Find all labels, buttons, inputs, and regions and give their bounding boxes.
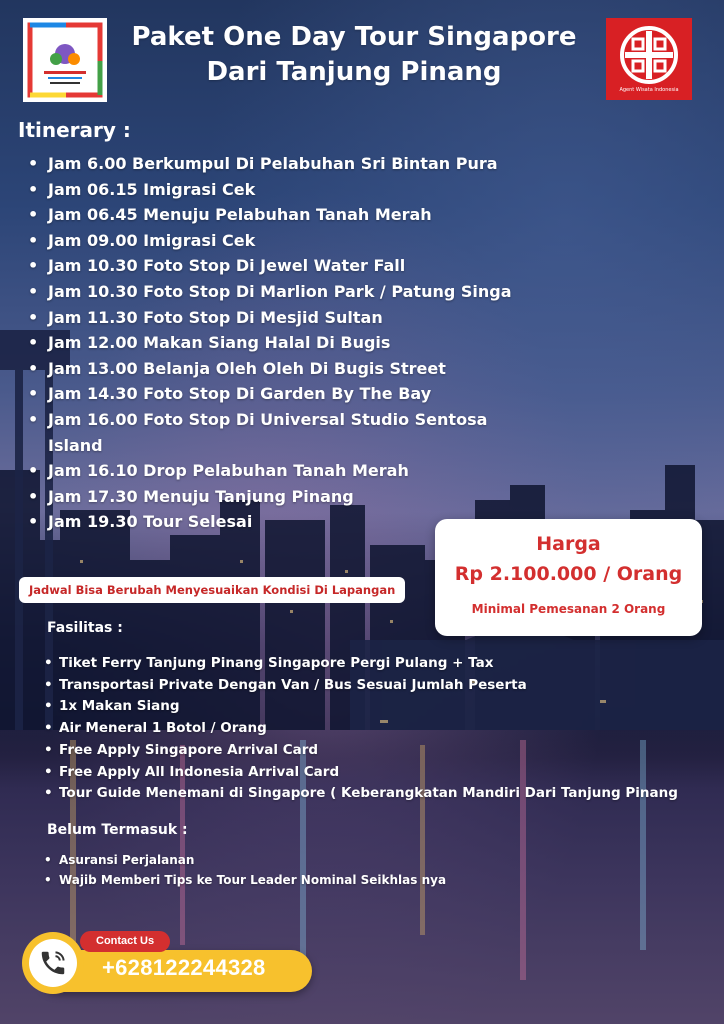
facility-item: • Air Meneral 1 Botol / Orang xyxy=(42,718,678,740)
title-line-1: Paket One Day Tour Singapore xyxy=(131,22,577,52)
travel-agency-logo xyxy=(23,18,107,102)
phone-icon[interactable] xyxy=(22,932,84,994)
title-line-2: Dari Tanjung Pinang xyxy=(206,57,502,87)
emblem-icon xyxy=(619,25,679,85)
excluded-item: • Wajib Memberi Tips ke Tour Leader Nominal Seikhlas nya xyxy=(42,870,446,890)
travel-agency-logo-icon xyxy=(26,21,104,99)
itinerary-item: • Jam 13.00 Belanja Oleh Oleh Di Bugis Street xyxy=(22,356,522,382)
facility-item: • Free Apply All Indonesia Arrival Card xyxy=(42,762,678,784)
minimum-order-note: Minimal Pemesanan 2 Orang xyxy=(471,602,666,616)
facility-item: • 1x Makan Siang xyxy=(42,696,678,718)
itinerary-item: • Jam 09.00 Imigrasi Cek xyxy=(22,228,522,254)
excluded-heading: Belum Termasuk : xyxy=(47,822,188,838)
price-card xyxy=(435,519,702,636)
facility-item: • Tour Guide Menemani di Singapore ( Keberangkatan Mandiri Dari Tanjung Pinang xyxy=(42,783,678,805)
facility-item: • Tiket Ferry Tanjung Pinang Singapore Pergi Pulang + Tax xyxy=(42,653,678,675)
itinerary-item: • Jam 11.30 Foto Stop Di Mesjid Sultan xyxy=(22,305,522,331)
facilities-list xyxy=(42,653,678,805)
schedule-change-note: Jadwal Bisa Berubah Menyesuaikan Kondisi Di Lapangan xyxy=(19,577,405,603)
logo-caption: Agent Wisata Indonesia xyxy=(619,87,679,93)
itinerary-item: • Jam 06.15 Imigrasi Cek xyxy=(22,177,522,203)
itinerary-heading: Itinerary : xyxy=(18,118,131,142)
price-title: Harga xyxy=(536,533,601,555)
itinerary-item: • Jam 19.30 Tour Selesai xyxy=(22,509,522,535)
itinerary-item: • Jam 17.30 Menuju Tanjung Pinang xyxy=(22,484,522,510)
contact-phone-number[interactable]: +628122244328 xyxy=(102,955,266,980)
facility-item: • Free Apply Singapore Arrival Card xyxy=(42,740,678,762)
itinerary-item: • Jam 16.10 Drop Pelabuhan Tanah Merah xyxy=(22,458,522,484)
itinerary-item: • Jam 10.30 Foto Stop Di Jewel Water Fall xyxy=(22,253,522,279)
contact-label: Contact Us xyxy=(80,931,170,952)
red-emblem-logo xyxy=(606,18,692,100)
phone-icon-glyph xyxy=(38,948,68,978)
itinerary-list xyxy=(22,151,522,535)
facility-item: • Transportasi Private Dengan Van / Bus Sesuai Jumlah Peserta xyxy=(42,675,678,697)
page-title xyxy=(114,20,594,90)
excluded-item: • Asuransi Perjalanan xyxy=(42,850,446,870)
price-value: Rp 2.100.000 / Orang xyxy=(454,563,683,585)
itinerary-item: • Jam 16.00 Foto Stop Di Universal Studio Sentosa Island xyxy=(22,407,522,458)
itinerary-item: • Jam 12.00 Makan Siang Halal Di Bugis xyxy=(22,330,522,356)
excluded-list xyxy=(42,850,446,890)
itinerary-item: • Jam 06.45 Menuju Pelabuhan Tanah Merah xyxy=(22,202,522,228)
itinerary-item: • Jam 10.30 Foto Stop Di Marlion Park / Patung Singa xyxy=(22,279,522,305)
facilities-heading: Fasilitas : xyxy=(47,620,123,636)
itinerary-item: • Jam 6.00 Berkumpul Di Pelabuhan Sri Bintan Pura xyxy=(22,151,522,177)
itinerary-item: • Jam 14.30 Foto Stop Di Garden By The Bay xyxy=(22,381,522,407)
